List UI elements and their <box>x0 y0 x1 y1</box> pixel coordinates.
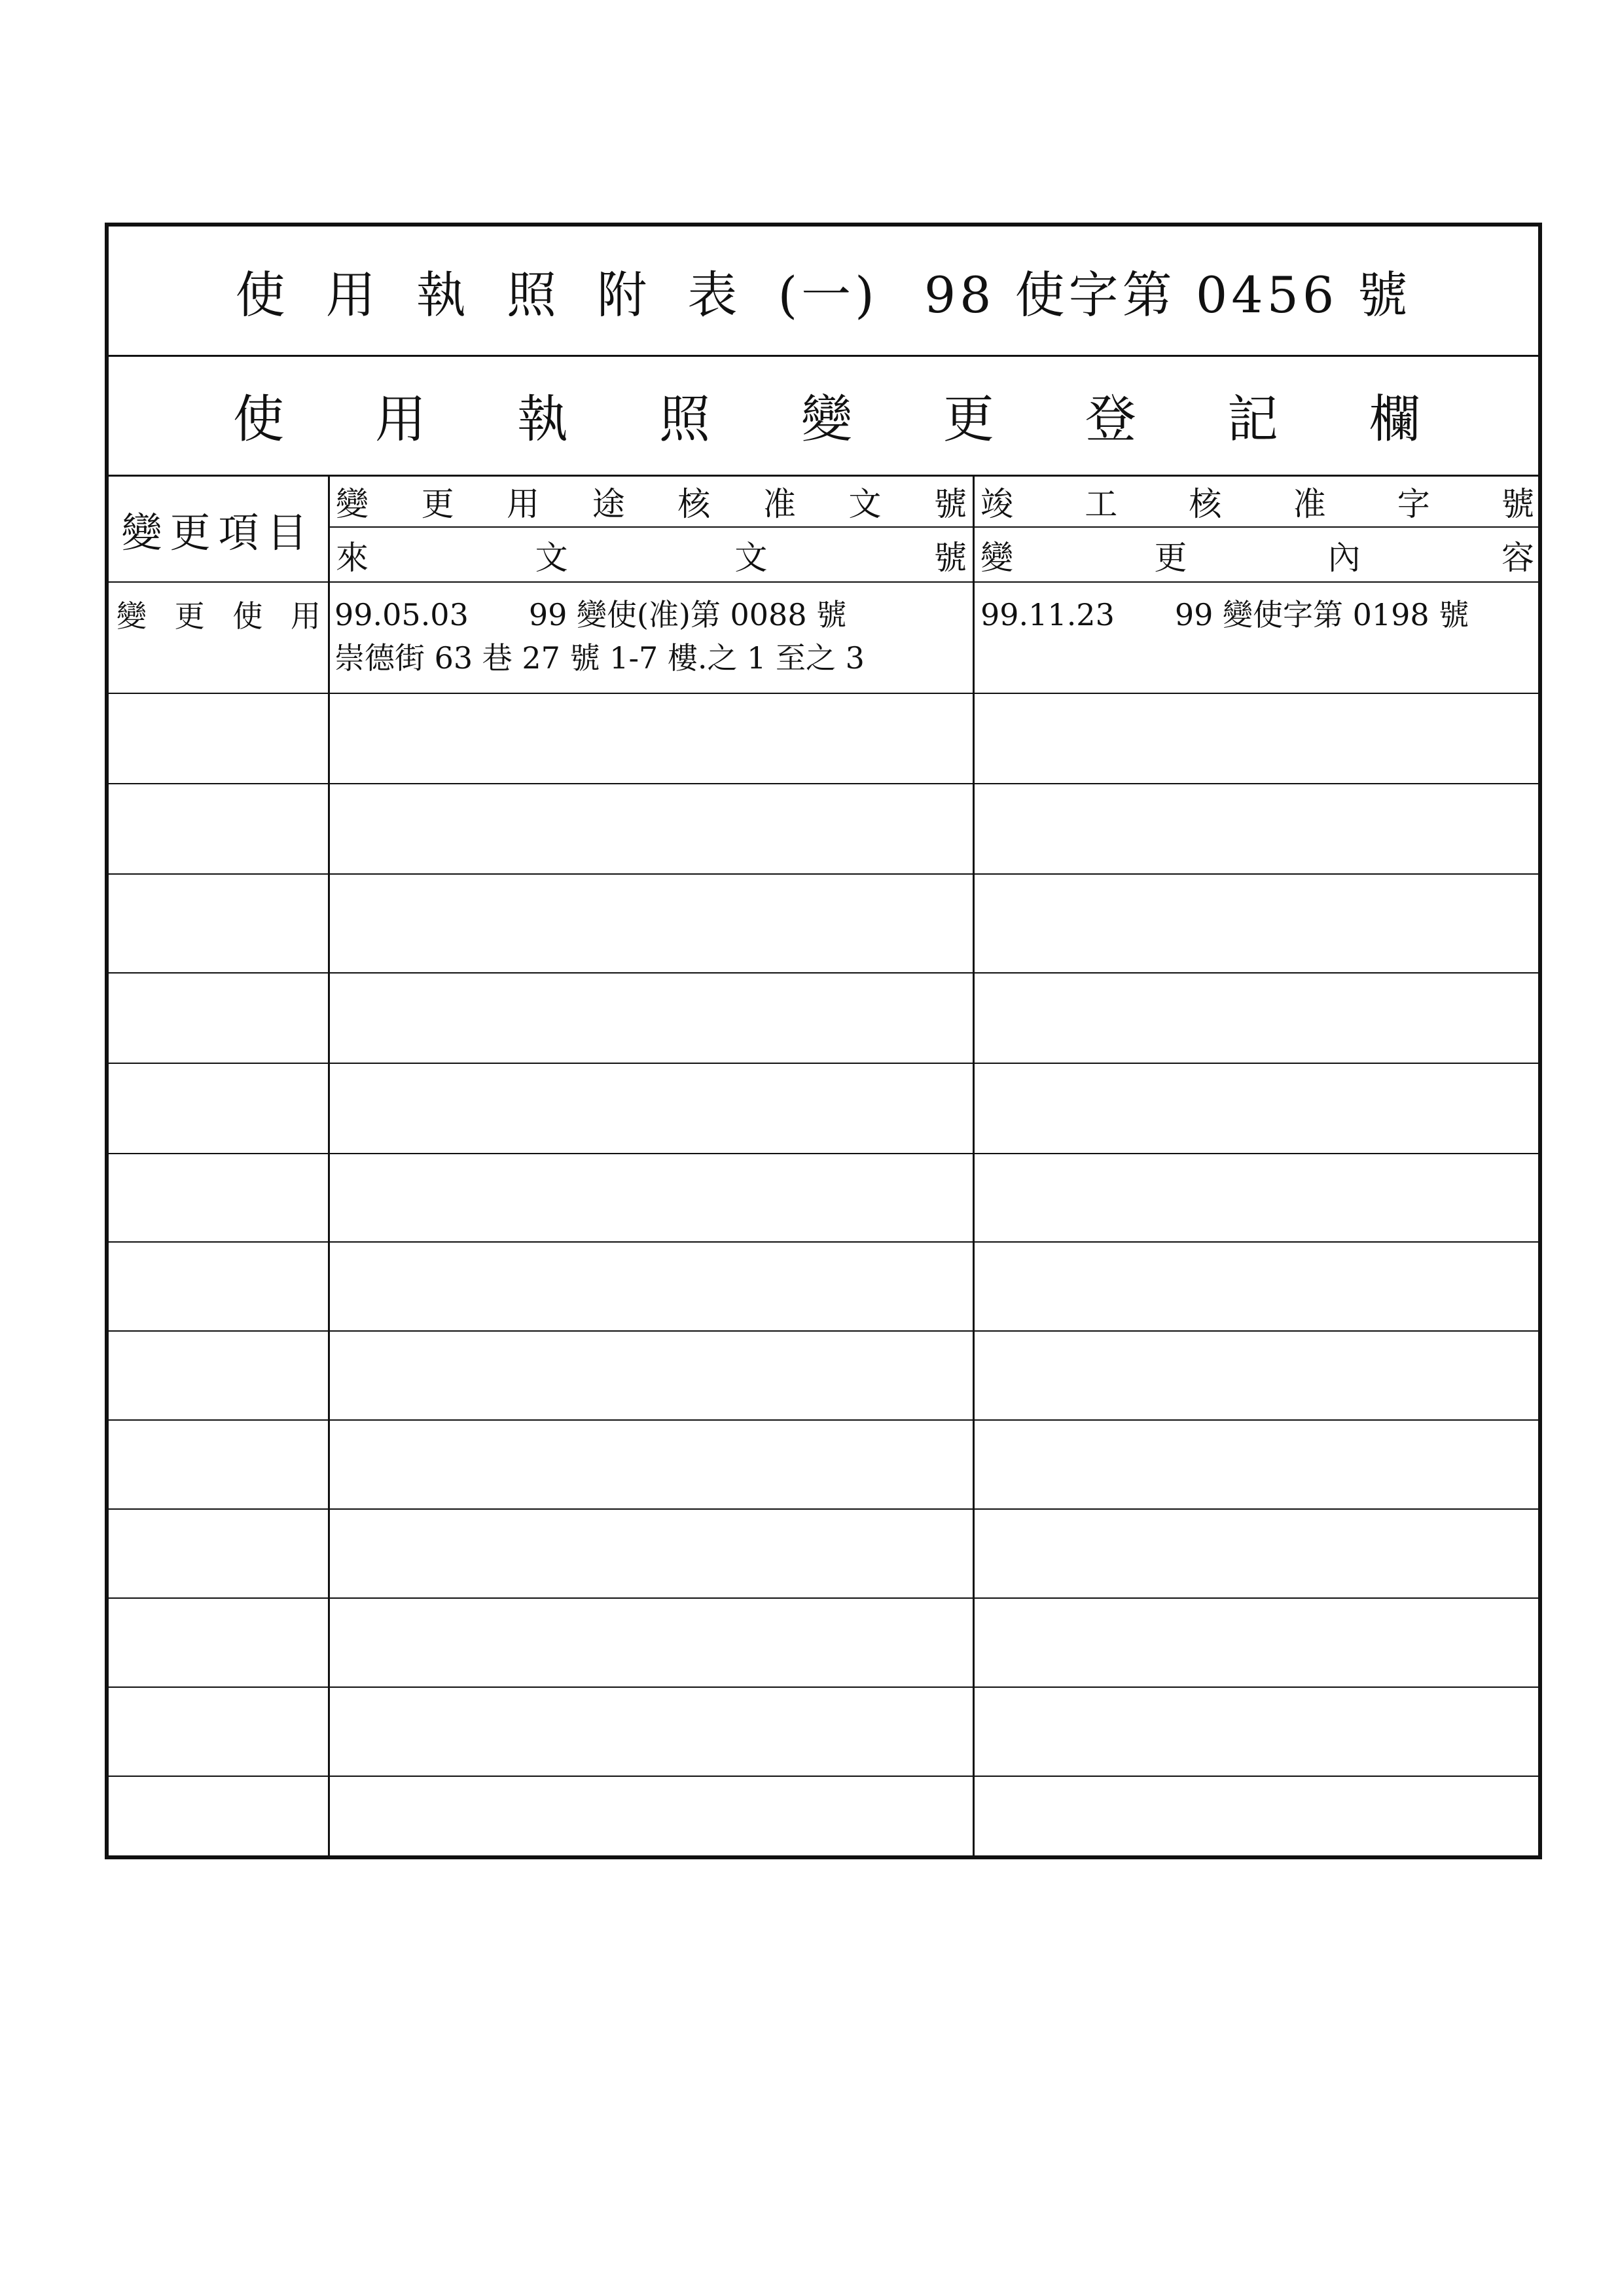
header-char: 字 <box>1397 485 1430 523</box>
document-title <box>109 227 1538 357</box>
row-separator <box>109 1508 1538 1510</box>
row-separator <box>109 1063 1538 1064</box>
header-char: 文 <box>535 539 568 577</box>
section-title-char: 變 <box>800 390 852 449</box>
row-separator <box>109 693 1538 694</box>
row-separator <box>109 1776 1538 1777</box>
header-char: 用 <box>507 485 540 523</box>
header-char: 文 <box>734 539 768 577</box>
header-char: 准 <box>763 485 796 523</box>
header-char: 號 <box>1501 485 1534 523</box>
row-separator <box>109 1597 1538 1599</box>
completion-line-1: 99.11.23 99 變使字第 0198 號 <box>980 597 1469 632</box>
header-char: 准 <box>1293 485 1326 523</box>
item-char: 用 <box>290 598 321 634</box>
row-separator <box>109 1686 1538 1688</box>
section-title-char: 登 <box>1085 390 1136 449</box>
column-header-change-content <box>979 529 1536 581</box>
item-char: 使 <box>232 598 263 634</box>
section-title-char: 記 <box>1227 390 1278 449</box>
header-char: 核 <box>677 485 711 523</box>
approval-line-1: 99.05.03 99 變使(准)第 0088 號 <box>334 597 847 632</box>
approval-line-2: 崇德街 63 巷 27 號 1-7 樓.之 1 至之 3 <box>334 640 865 676</box>
header-char: 更 <box>421 485 454 523</box>
license-table <box>105 223 1542 1859</box>
header-char: 途 <box>592 485 625 523</box>
section-title-char: 用 <box>374 390 426 449</box>
title-text: 使 用 執 照 附 表 (一) <box>235 265 878 324</box>
item-header-label: 變更項目 <box>121 508 315 556</box>
section-title-char: 更 <box>943 390 994 449</box>
row-approval-doc <box>334 593 968 691</box>
row-separator <box>109 1241 1538 1243</box>
column-header-item <box>109 477 328 581</box>
column-divider <box>328 477 330 1859</box>
section-title-char: 執 <box>516 390 568 449</box>
license-number: 98 使字第 0456 號 <box>924 265 1412 324</box>
row-item <box>114 588 323 640</box>
column-header-completion <box>979 477 1536 526</box>
column-header-approval-doc <box>334 477 968 526</box>
header-char: 工 <box>1085 485 1118 523</box>
row-separator <box>109 783 1538 784</box>
section-title-char: 欄 <box>1369 390 1420 449</box>
section-title-char: 照 <box>658 390 710 449</box>
section-title <box>109 355 1538 477</box>
header-bottom-line <box>109 581 1538 583</box>
header-char: 號 <box>933 485 967 523</box>
row-completion-doc <box>980 593 1537 691</box>
column-divider <box>973 477 975 1859</box>
header-subdivider <box>328 526 1538 528</box>
header-char: 核 <box>1189 485 1222 523</box>
header-char: 號 <box>933 539 967 577</box>
header-char: 變 <box>980 539 1013 577</box>
column-header-incoming-doc <box>334 529 968 581</box>
item-char: 變 <box>117 598 147 634</box>
header-char: 來 <box>336 539 369 577</box>
header-char: 竣 <box>980 485 1013 523</box>
header-char: 內 <box>1327 539 1361 577</box>
row-separator <box>109 873 1538 875</box>
header-char: 文 <box>848 485 882 523</box>
header-char: 容 <box>1501 539 1534 577</box>
row-separator <box>109 1330 1538 1332</box>
header-char: 更 <box>1154 539 1187 577</box>
header-char: 變 <box>336 485 369 523</box>
row-separator <box>109 972 1538 974</box>
section-title-char: 使 <box>233 390 285 449</box>
item-char: 更 <box>174 598 205 634</box>
row-separator <box>109 1153 1538 1154</box>
row-separator <box>109 1419 1538 1421</box>
